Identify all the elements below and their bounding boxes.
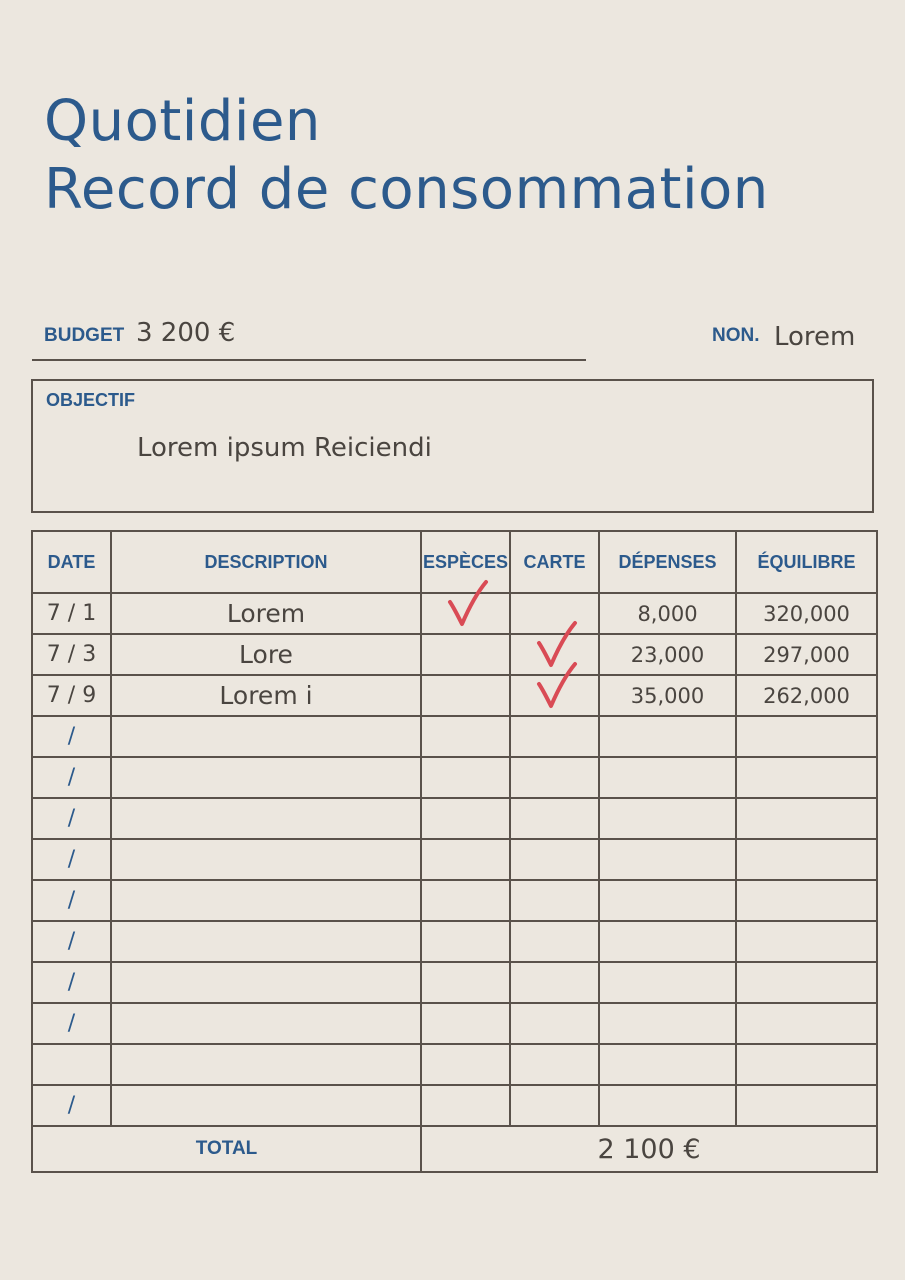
cell-description[interactable]: [111, 839, 421, 880]
cell-expenses[interactable]: [599, 880, 736, 921]
cell-balance[interactable]: [736, 798, 877, 839]
header-cash: ESPÈCES: [421, 531, 510, 593]
header-expenses: DÉPENSES: [599, 531, 736, 593]
cell-description[interactable]: [111, 1003, 421, 1044]
cell-description[interactable]: [111, 921, 421, 962]
cell-cash[interactable]: [421, 1085, 510, 1126]
header-description: DESCRIPTION: [111, 531, 421, 593]
cell-description[interactable]: [111, 880, 421, 921]
name-value[interactable]: Lorem: [774, 322, 856, 352]
cell-card[interactable]: [510, 675, 599, 716]
cell-description[interactable]: [111, 716, 421, 757]
cell-expenses[interactable]: [599, 1003, 736, 1044]
objective-label: OBJECTIF: [46, 390, 136, 410]
table-row[interactable]: [32, 593, 877, 634]
check-mark-icon: [533, 658, 581, 712]
cell-date[interactable]: /: [32, 839, 111, 880]
title-line-1: Quotidien: [44, 89, 321, 154]
check-mark-icon: [444, 576, 492, 630]
table-row[interactable]: [32, 1044, 877, 1085]
cell-expenses[interactable]: [599, 1085, 736, 1126]
cell-expenses[interactable]: 8,000: [599, 593, 736, 634]
name-label: NON.: [712, 325, 760, 346]
cell-expenses[interactable]: [599, 839, 736, 880]
cell-expenses[interactable]: [599, 757, 736, 798]
cell-expenses[interactable]: [599, 798, 736, 839]
cell-balance[interactable]: [736, 1003, 877, 1044]
cell-cash[interactable]: [421, 593, 510, 634]
cell-balance[interactable]: 297,000: [736, 634, 877, 675]
cell-cash[interactable]: [421, 798, 510, 839]
cell-date[interactable]: 7 / 1: [32, 593, 111, 634]
budget-value[interactable]: 3 200 €: [136, 318, 236, 348]
objective-value[interactable]: Lorem ipsum Reiciendi: [137, 433, 432, 463]
cell-description[interactable]: [111, 1044, 421, 1085]
cell-date[interactable]: /: [32, 1085, 111, 1126]
cell-card[interactable]: [510, 962, 599, 1003]
cell-expenses[interactable]: 23,000: [599, 634, 736, 675]
cell-cash[interactable]: [421, 716, 510, 757]
cell-card[interactable]: [510, 1085, 599, 1126]
cell-date[interactable]: /: [32, 798, 111, 839]
cell-expenses[interactable]: [599, 921, 736, 962]
page-title: [44, 88, 769, 224]
table-row[interactable]: [32, 675, 877, 716]
total-label: TOTAL: [32, 1126, 421, 1172]
cell-date[interactable]: /: [32, 757, 111, 798]
cell-cash[interactable]: [421, 1044, 510, 1085]
cell-cash[interactable]: [421, 962, 510, 1003]
cell-card[interactable]: [510, 716, 599, 757]
cell-date[interactable]: 7 / 3: [32, 634, 111, 675]
cell-date[interactable]: /: [32, 880, 111, 921]
table-row[interactable]: [32, 880, 877, 921]
cell-cash[interactable]: [421, 675, 510, 716]
cell-expenses[interactable]: [599, 962, 736, 1003]
cell-description[interactable]: [111, 798, 421, 839]
cell-card[interactable]: [510, 1003, 599, 1044]
budget-label: BUDGET: [44, 325, 125, 346]
table-row[interactable]: [32, 716, 877, 757]
cell-card[interactable]: [510, 757, 599, 798]
cell-balance[interactable]: [736, 839, 877, 880]
cell-date[interactable]: [32, 1044, 111, 1085]
cell-cash[interactable]: [421, 880, 510, 921]
cell-description[interactable]: [111, 757, 421, 798]
cell-date[interactable]: /: [32, 921, 111, 962]
cell-card[interactable]: [510, 921, 599, 962]
table-row[interactable]: [32, 921, 877, 962]
table-row[interactable]: [32, 1085, 877, 1126]
cell-cash[interactable]: [421, 757, 510, 798]
cell-description[interactable]: [111, 962, 421, 1003]
cell-description[interactable]: Lorem: [111, 593, 421, 634]
total-row: [32, 1126, 877, 1172]
cell-balance[interactable]: [736, 880, 877, 921]
expense-table: [31, 530, 878, 1173]
cell-expenses[interactable]: 35,000: [599, 675, 736, 716]
cell-balance[interactable]: 262,000: [736, 675, 877, 716]
cell-card[interactable]: [510, 839, 599, 880]
objective-box[interactable]: [31, 379, 874, 513]
table-row[interactable]: [32, 757, 877, 798]
cell-card[interactable]: [510, 798, 599, 839]
cell-cash[interactable]: [421, 634, 510, 675]
cell-balance[interactable]: [736, 716, 877, 757]
table-row[interactable]: [32, 962, 877, 1003]
cell-description[interactable]: Lore: [111, 634, 421, 675]
cell-balance[interactable]: [736, 921, 877, 962]
cell-description[interactable]: Lorem i: [111, 675, 421, 716]
cell-date[interactable]: /: [32, 716, 111, 757]
cell-expenses[interactable]: [599, 1044, 736, 1085]
table-row[interactable]: [32, 1003, 877, 1044]
cell-balance[interactable]: [736, 962, 877, 1003]
cell-balance[interactable]: [736, 757, 877, 798]
cell-card[interactable]: [510, 1044, 599, 1085]
cell-cash[interactable]: [421, 921, 510, 962]
budget-underline: [32, 359, 586, 361]
table-row[interactable]: [32, 798, 877, 839]
table-row[interactable]: [32, 839, 877, 880]
total-value: 2 100 €: [421, 1126, 877, 1172]
cell-balance[interactable]: 320,000: [736, 593, 877, 634]
title-line-2: Record de consommation: [44, 157, 769, 222]
cell-date[interactable]: 7 / 9: [32, 675, 111, 716]
cell-cash[interactable]: [421, 839, 510, 880]
table-row[interactable]: [32, 634, 877, 675]
header-balance: ÉQUILIBRE: [736, 531, 877, 593]
cell-date[interactable]: /: [32, 1003, 111, 1044]
cell-balance[interactable]: [736, 1085, 877, 1126]
cell-description[interactable]: [111, 1085, 421, 1126]
header-date: DATE: [32, 531, 111, 593]
cell-cash[interactable]: [421, 1003, 510, 1044]
cell-card[interactable]: [510, 880, 599, 921]
cell-expenses[interactable]: [599, 716, 736, 757]
header-card: CARTE: [510, 531, 599, 593]
cell-balance[interactable]: [736, 1044, 877, 1085]
cell-date[interactable]: /: [32, 962, 111, 1003]
